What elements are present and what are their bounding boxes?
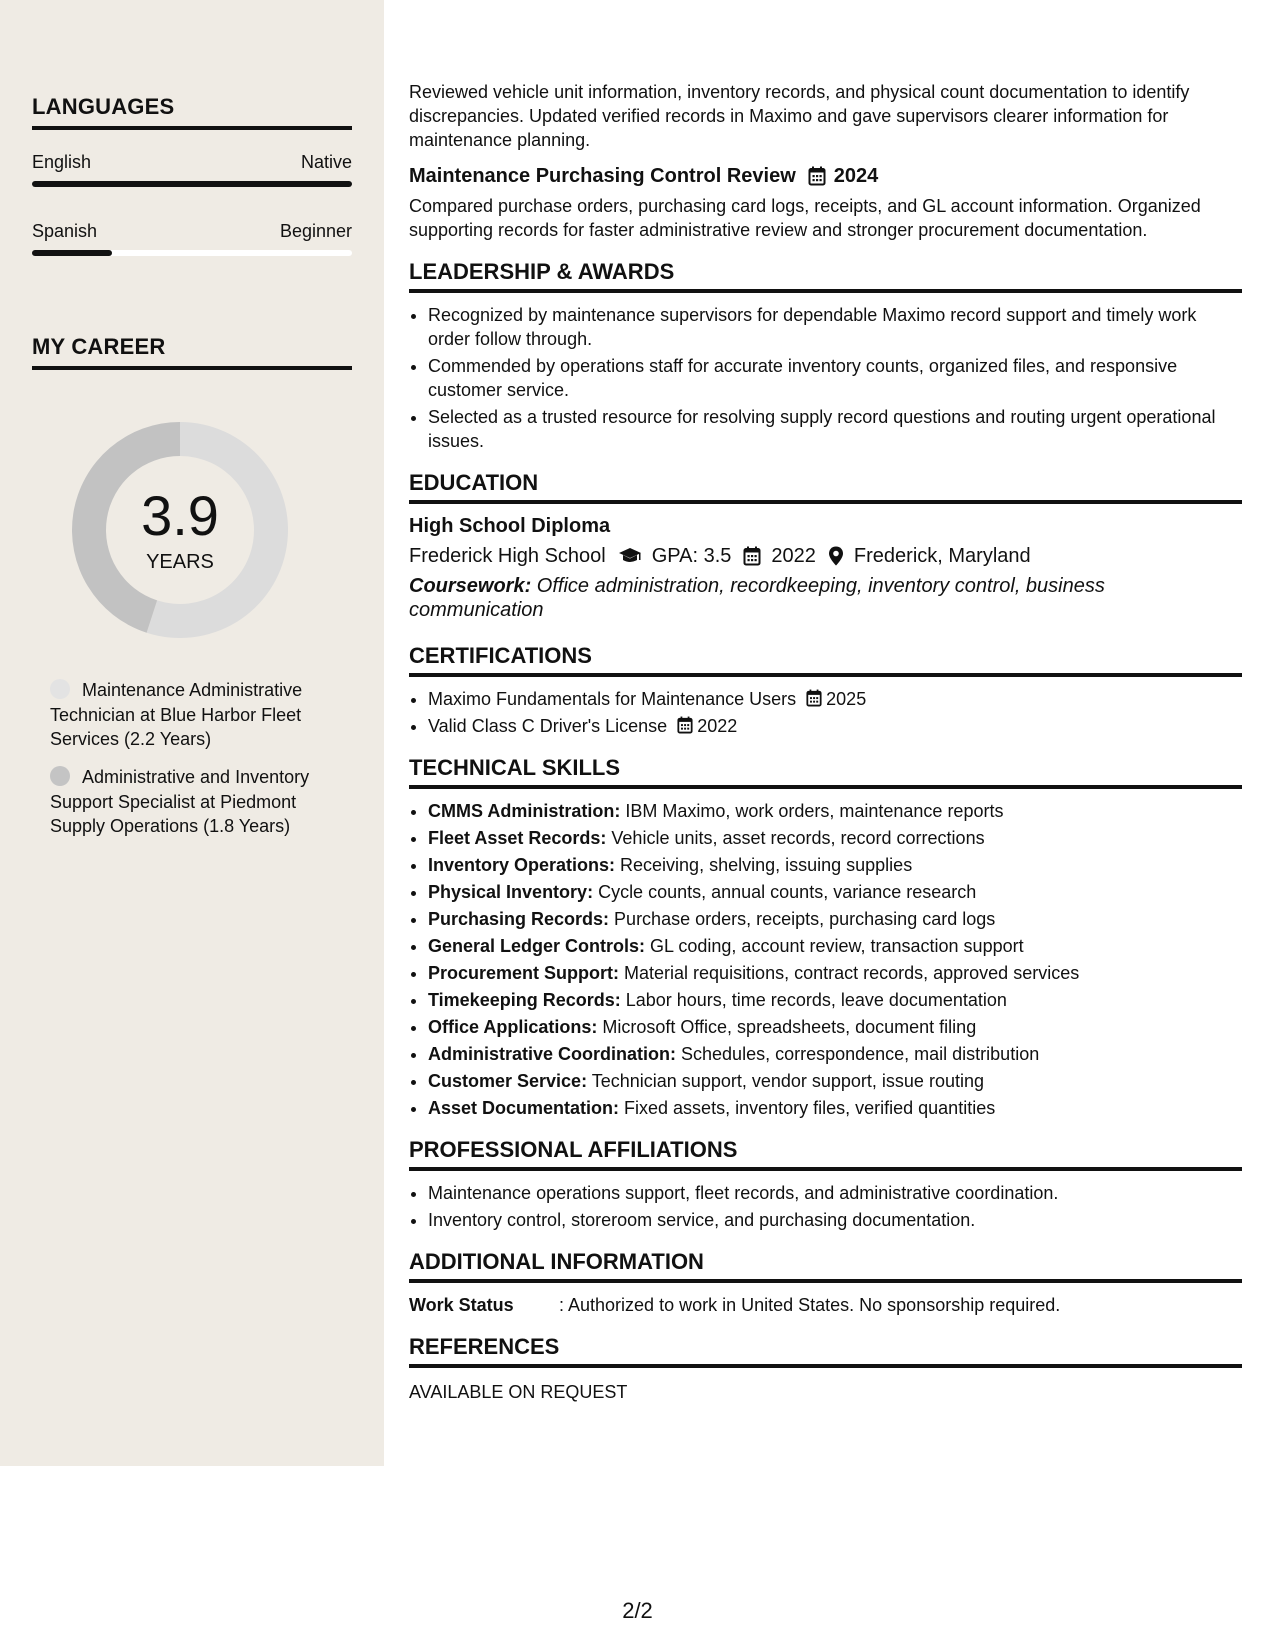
certification-year: 2022 (697, 716, 738, 736)
skill-text: Material requisitions, contract records, approved services (619, 963, 1080, 983)
skill-label: Customer Service: (428, 1071, 588, 1091)
work-status-label: Work Status (409, 1295, 514, 1315)
language-level: Beginner (279, 221, 352, 241)
calendar-icon (677, 716, 693, 734)
career-legend-label: Administrative and Inventory Support Specialist at Piedmont Supply Operations (1.8 Years) (50, 767, 310, 836)
certification-name: Valid Class C Driver's License (428, 716, 668, 736)
career-section (32, 334, 352, 370)
list-item (428, 687, 1242, 711)
skill-label: General Ledger Controls: (428, 936, 646, 956)
languages-section (32, 94, 352, 256)
skill-label: Fleet Asset Records: (428, 828, 607, 848)
list-item: • Maintenance operations support, fleet records, and administrative coordination. (428, 1181, 1242, 1205)
list-item (428, 988, 1242, 1012)
skill-label: Physical Inventory: (428, 882, 594, 902)
career-legend-label: Maintenance Administrative Technician at Blue Harbor Fleet Services (2.2 Years) (50, 680, 303, 749)
language-proficiency-fill (32, 250, 112, 256)
certification-name: Maximo Fundamentals for Maintenance Users (428, 689, 797, 709)
certifications-list (409, 687, 1242, 738)
graduation-cap-icon (618, 547, 642, 565)
language-proficiency-bar (32, 181, 352, 187)
skills-list (409, 799, 1242, 1120)
skill-text: Microsoft Office, spreadsheets, document filing (597, 1017, 977, 1037)
list-item (428, 907, 1242, 931)
calendar-icon (806, 689, 822, 707)
coursework-text: Office administration, recordkeeping, inventory control, business communication (409, 575, 1105, 621)
list-item: • Inventory control, storeroom service, and purchasing documentation. (428, 1208, 1242, 1232)
list-item: • Selected as a trusted resource for resolving supply record questions and routing urgent operational issues. (428, 405, 1242, 453)
list-item: • Commended by operations staff for accurate inventory counts, organized files, and responsive customer service. (428, 354, 1242, 402)
career-total-value: 3.9 (141, 484, 219, 547)
project-title-row (409, 164, 1242, 188)
skill-text: Schedules, correspondence, mail distribution (676, 1044, 1040, 1064)
list-item (428, 826, 1242, 850)
references-text: AVAILABLE ON REQUEST (409, 1382, 628, 1402)
calendar-icon (743, 546, 761, 566)
skill-label: Timekeeping Records: (428, 990, 621, 1010)
affiliations-list (409, 1181, 1242, 1232)
education-year: 2022 (771, 545, 816, 567)
career-legend-item (50, 765, 335, 839)
skill-label: Inventory Operations: (428, 855, 616, 875)
education-location: Frederick, Maryland (853, 545, 1031, 567)
education-heading: EDUCATION (409, 471, 1242, 504)
list-item (428, 714, 1242, 738)
skill-text: Fixed assets, inventory files, verified quantities (619, 1098, 996, 1118)
language-item-english (32, 152, 352, 187)
skill-text: Receiving, shelving, issuing supplies (615, 855, 913, 875)
list-item: • Recognized by maintenance supervisors for dependable Maximo record support and timely work order follow through. (428, 303, 1242, 351)
affiliations-heading: PROFESSIONAL AFFILIATIONS (409, 1138, 1242, 1171)
list-item (428, 853, 1242, 877)
skill-text: Technician support, vendor support, issue routing (587, 1071, 984, 1091)
career-legend-item (50, 678, 335, 752)
certification-year: 2025 (826, 689, 867, 709)
certifications-heading: CERTIFICATIONS (409, 644, 1242, 677)
list-item (428, 1096, 1242, 1120)
skill-text: IBM Maximo, work orders, maintenance reports (620, 801, 1004, 821)
work-status-row (409, 1293, 1242, 1317)
project-title: Maintenance Purchasing Control Review (409, 165, 796, 187)
education-gpa: GPA: 3.5 (651, 545, 732, 567)
skill-label: Office Applications: (428, 1017, 598, 1037)
language-proficiency-bar (32, 250, 352, 256)
language-level: Native (300, 152, 352, 172)
skills-heading: TECHNICAL SKILLS (409, 756, 1242, 789)
language-item-spanish (32, 221, 352, 256)
list-item (428, 880, 1242, 904)
career-heading: MY CAREER (32, 334, 352, 370)
coursework-label: Coursework: (409, 575, 532, 597)
leadership-heading: LEADERSHIP & AWARDS (409, 260, 1242, 293)
skill-text: Labor hours, time records, leave documentation (620, 990, 1007, 1010)
page-number: 2/2 (622, 1598, 653, 1623)
legend-dot-icon (50, 766, 70, 786)
references-heading: REFERENCES (409, 1335, 1242, 1368)
skill-label: Asset Documentation: (428, 1098, 620, 1118)
language-proficiency-fill (32, 181, 352, 187)
leadership-list (409, 303, 1242, 453)
list-item (428, 1042, 1242, 1066)
skill-label: Administrative Coordination: (428, 1044, 677, 1064)
education-coursework (409, 574, 1242, 622)
legend-dot-icon (50, 679, 70, 699)
skill-label: CMMS Administration: (428, 801, 621, 821)
list-item (428, 934, 1242, 958)
languages-heading: LANGUAGES (32, 94, 352, 130)
language-name: Spanish (32, 221, 98, 241)
skill-text: Cycle counts, annual counts, variance research (593, 882, 977, 902)
list-item (428, 799, 1242, 823)
work-status-value: : Authorized to work in United States. No sponsorship required. (559, 1295, 1061, 1315)
list-item (428, 1015, 1242, 1039)
main-content (409, 80, 1242, 1404)
list-item (428, 961, 1242, 985)
project-intro-text: Reviewed vehicle unit information, inventory records, and physical count documentation to identify discrepancies. Updated verified records in Maximo and gave supervisors clearer information for maintenance planning. (409, 82, 1190, 150)
map-pin-icon (828, 546, 844, 566)
education-details (409, 544, 1242, 568)
education-degree: High School Diploma (409, 515, 611, 537)
sidebar (0, 0, 384, 1466)
skill-label: Procurement Support: (428, 963, 620, 983)
project-year: 2024 (833, 165, 879, 187)
list-item (428, 1069, 1242, 1093)
additional-info-heading: ADDITIONAL INFORMATION (409, 1250, 1242, 1283)
skill-text: GL coding, account review, transaction support (645, 936, 1024, 956)
language-name: English (32, 152, 92, 172)
career-total-unit: YEARS (146, 551, 214, 573)
skill-text: Vehicle units, asset records, record corrections (606, 828, 985, 848)
skill-text: Purchase orders, receipts, purchasing card logs (609, 909, 996, 929)
education-school: Frederick High School (409, 545, 606, 567)
project-description: Compared purchase orders, purchasing card logs, receipts, and GL account information. Organized supporting records for faster administrative review and stronger procurement documentation. (409, 196, 1201, 240)
career-donut-chart (66, 416, 294, 644)
calendar-icon (808, 166, 826, 186)
skill-label: Purchasing Records: (428, 909, 610, 929)
